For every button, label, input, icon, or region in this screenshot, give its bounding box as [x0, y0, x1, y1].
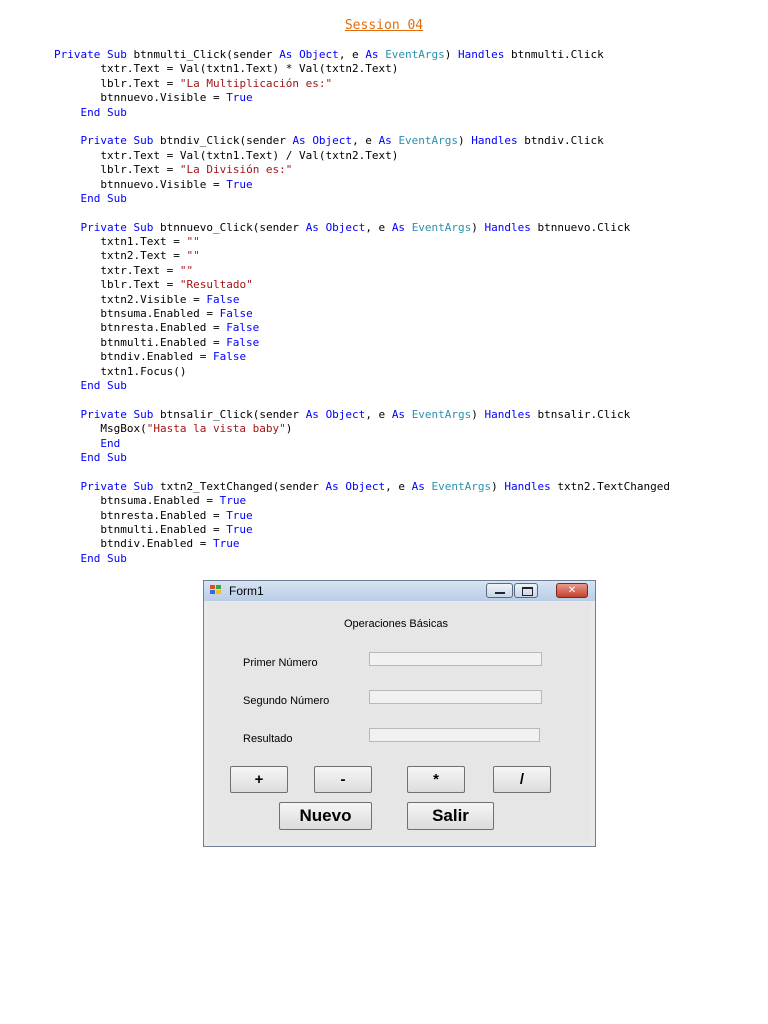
code-line: [54, 336, 670, 350]
code-token: btnresta.Enabled =: [54, 508, 227, 522]
code-token: True: [226, 91, 253, 105]
code-token: "Hasta la vista baby": [146, 422, 286, 436]
code-token: Object: [345, 479, 386, 493]
document-title: [0, 18, 768, 33]
code-line: [54, 48, 670, 62]
code-token: btnmulti.Click: [504, 48, 604, 61]
code-token: Handles: [458, 48, 505, 61]
close-button[interactable]: [556, 583, 588, 598]
code-token: btnsuma.Enabled =: [54, 307, 220, 321]
form-heading: Operaciones Básicas: [344, 618, 448, 630]
code-token: [319, 221, 326, 234]
code-token: End Sub: [80, 105, 127, 119]
code-line: [54, 523, 670, 537]
code-token: btnresta.Enabled =: [54, 321, 227, 335]
code-line: [54, 321, 670, 335]
code-token: As: [325, 479, 339, 493]
code-token: txtn2.Text =: [54, 249, 187, 263]
maximize-button[interactable]: [514, 583, 538, 598]
label-second-number: Segundo Número: [243, 695, 330, 707]
code-token: , e: [338, 48, 366, 61]
result-input[interactable]: [369, 728, 540, 742]
code-token: txtr.Text =: [54, 263, 180, 277]
code-token: Private Sub: [54, 48, 127, 61]
code-token: Handles: [471, 134, 518, 148]
code-token: [54, 379, 81, 392]
code-line: [54, 62, 670, 76]
code-token: End Sub: [80, 450, 127, 464]
code-token: [54, 451, 81, 464]
code-token: True: [226, 522, 253, 536]
divide-button[interactable]: /: [493, 766, 551, 793]
code-token: [405, 221, 412, 234]
code-token: ): [458, 134, 472, 148]
code-token: Object: [299, 48, 339, 61]
code-token: True: [212, 537, 240, 551]
code-token: "": [186, 235, 200, 249]
code-token: End Sub: [80, 191, 127, 205]
code-token: "": [179, 263, 194, 277]
code-token: As: [305, 220, 319, 234]
code-token: txtn2.TextChanged: [550, 479, 670, 493]
maximize-icon: [522, 587, 533, 596]
code-token: Object: [325, 407, 366, 421]
code-line: [54, 408, 670, 422]
window-titlebar[interactable]: [204, 581, 595, 601]
code-token: btnmulti.Enabled =: [54, 522, 227, 536]
code-line: [54, 494, 670, 508]
code-token: As: [279, 48, 293, 61]
code-token: [54, 480, 81, 493]
code-line: [54, 221, 670, 235]
code-line: [54, 465, 670, 479]
code-token: txtn2.Visible =: [54, 292, 207, 306]
code-token: Private Sub: [80, 407, 154, 421]
code-token: btnmulti.Enabled =: [54, 335, 227, 349]
code-line: [54, 365, 670, 379]
code-token: As: [391, 220, 406, 234]
close-icon: ✕: [567, 585, 577, 596]
code-token: EventArgs: [398, 134, 459, 148]
code-line: [54, 307, 670, 321]
code-line: [54, 206, 670, 220]
code-token: Object: [325, 220, 366, 234]
code-token: ): [444, 48, 459, 61]
code-token: As: [391, 407, 406, 421]
code-listing: [54, 48, 670, 566]
code-token: btnsalir.Click: [530, 407, 631, 421]
code-token: [319, 408, 326, 421]
code-token: [54, 192, 81, 205]
label-result: Resultado: [243, 733, 293, 745]
code-token: txtn2_TextChanged(sender: [153, 479, 326, 493]
code-line: [54, 552, 670, 566]
code-line: [54, 537, 670, 551]
code-line: [54, 422, 670, 436]
code-line: [54, 77, 670, 91]
code-token: [405, 408, 412, 421]
multiply-button[interactable]: *: [407, 766, 465, 793]
code-token: btnmulti_Click(sender: [126, 48, 280, 61]
code-token: txtn1.Text =: [54, 235, 187, 249]
code-token: "La División es:": [179, 163, 293, 177]
code-line: [54, 106, 670, 120]
code-token: As: [411, 479, 425, 493]
minimize-button[interactable]: [486, 583, 513, 598]
code-token: True: [219, 494, 247, 508]
code-token: btndiv.Enabled =: [54, 537, 213, 551]
code-token: btndiv_Click(sender: [153, 134, 293, 148]
code-token: [54, 106, 81, 119]
code-token: , e: [365, 407, 392, 421]
add-button[interactable]: +: [230, 766, 288, 793]
code-line: [54, 264, 670, 278]
code-token: , e: [352, 134, 379, 148]
code-line: [54, 451, 670, 465]
code-token: ): [471, 407, 485, 421]
code-token: False: [219, 307, 253, 321]
code-token: "": [186, 249, 200, 263]
code-token: False: [212, 350, 247, 364]
code-token: [54, 134, 81, 147]
code-token: True: [226, 508, 253, 522]
code-token: , e: [365, 220, 392, 234]
code-token: Private Sub: [80, 134, 154, 148]
code-token: Handles: [484, 220, 531, 234]
code-line: [54, 192, 670, 206]
minimize-icon: [495, 592, 505, 594]
code-token: EventArgs: [411, 407, 472, 421]
second-number-input[interactable]: [369, 690, 542, 704]
subtract-button[interactable]: -: [314, 766, 372, 793]
code-line: [54, 149, 670, 163]
code-token: False: [206, 292, 240, 306]
code-token: As: [292, 134, 306, 148]
code-token: False: [226, 321, 260, 335]
code-token: False: [226, 335, 260, 349]
code-token: lblr.Text =: [54, 76, 180, 90]
code-token: btnnuevo.Click: [530, 220, 631, 234]
code-token: MsgBox(: [54, 422, 147, 436]
code-token: As: [365, 48, 379, 61]
code-line: [54, 379, 670, 393]
code-token: End Sub: [80, 378, 127, 392]
code-token: End: [100, 436, 121, 450]
code-token: btnsalir_Click(sender: [153, 407, 306, 421]
code-token: btndiv.Click: [517, 134, 604, 148]
code-token: [425, 480, 432, 493]
app-icon: [210, 585, 222, 595]
code-line: [54, 120, 670, 134]
code-line: [54, 278, 670, 292]
code-token: Handles: [504, 479, 551, 493]
code-token: txtr.Text = Val(txtn1.Text) * Val(txtn2.Text): [54, 62, 399, 76]
exit-button[interactable]: Salir: [407, 802, 494, 830]
code-token: , e: [385, 479, 412, 493]
code-token: [54, 552, 81, 565]
form-window: [203, 580, 596, 847]
code-token: EventArgs: [431, 479, 492, 493]
code-line: [54, 509, 670, 523]
code-token: EventArgs: [385, 48, 445, 61]
first-number-input[interactable]: [369, 652, 542, 666]
code-token: lblr.Text =: [54, 163, 180, 177]
code-token: "Resultado": [179, 278, 253, 292]
code-line: [54, 437, 670, 451]
code-token: ): [285, 422, 293, 436]
code-line: [54, 91, 670, 105]
code-token: As: [305, 407, 319, 421]
code-line: [54, 480, 670, 494]
code-token: btnsuma.Enabled =: [54, 494, 220, 508]
code-token: lblr.Text =: [54, 278, 180, 292]
code-token: True: [226, 177, 253, 191]
code-line: [54, 393, 670, 407]
code-token: txtr.Text = Val(txtn1.Text) / Val(txtn2.Text): [54, 148, 399, 162]
code-token: [54, 408, 81, 421]
code-line: [54, 293, 670, 307]
code-line: [54, 163, 670, 177]
code-line: [54, 134, 670, 148]
code-token: btnnuevo_Click(sender: [153, 220, 306, 234]
code-token: ): [471, 220, 485, 234]
code-token: As: [378, 134, 392, 148]
form-client-area: [208, 602, 591, 842]
document-title-text: Session 04: [344, 18, 424, 33]
new-button[interactable]: Nuevo: [279, 802, 372, 830]
code-token: "La Multiplicación es:": [179, 76, 333, 90]
label-first-number: Primer Número: [243, 657, 318, 669]
code-token: EventArgs: [411, 220, 472, 234]
code-line: [54, 235, 670, 249]
code-token: ): [491, 479, 505, 493]
code-token: Private Sub: [80, 220, 154, 234]
code-token: btndiv.Enabled =: [54, 350, 213, 364]
code-token: End Sub: [80, 551, 127, 565]
code-token: [54, 437, 100, 450]
code-token: btnnuevo.Visible =: [54, 91, 227, 105]
code-token: Handles: [484, 407, 531, 421]
window-title: Form1: [229, 584, 264, 598]
code-line: [54, 249, 670, 263]
code-token: btnnuevo.Visible =: [54, 177, 227, 191]
code-token: Object: [312, 134, 353, 148]
code-token: [54, 221, 81, 234]
code-line: [54, 350, 670, 364]
code-token: Private Sub: [80, 479, 154, 493]
code-line: [54, 178, 670, 192]
code-token: txtn1.Focus(): [54, 364, 187, 378]
